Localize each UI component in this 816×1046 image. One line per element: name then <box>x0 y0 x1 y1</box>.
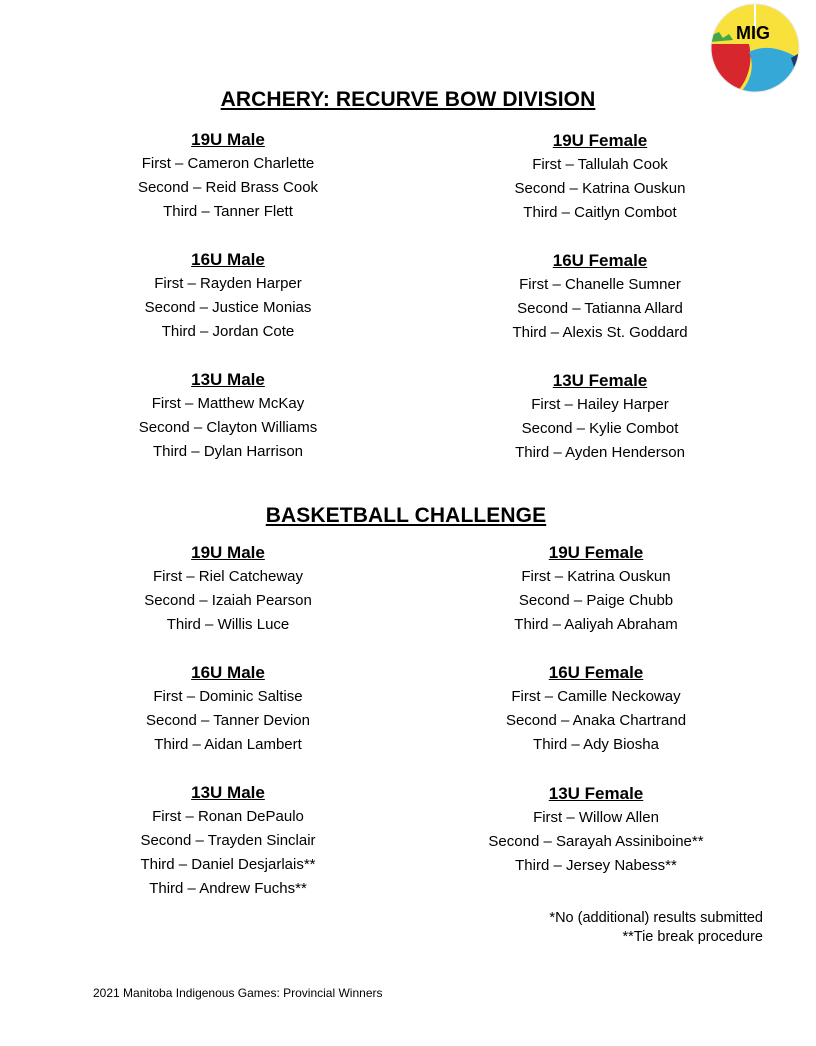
result-line: Second – Justice Monias <box>144 299 312 316</box>
group-title: 13U Female <box>552 371 648 390</box>
result-line: First – Riel Catcheway <box>152 568 304 585</box>
result-line: Second – Izaiah Pearson <box>144 592 312 609</box>
basketball-13u-male-group <box>108 781 348 901</box>
basketball-19u-male-group <box>108 541 348 637</box>
archery-13u-female-group <box>470 369 730 465</box>
footnotes <box>549 909 763 947</box>
result-line: Second – Katrina Ouskun <box>514 180 686 197</box>
archery-16u-male-group <box>108 248 348 344</box>
result-line: Third – Willis Luce <box>166 616 290 633</box>
footnote-no-results: *No (additional) results submitted <box>549 910 763 926</box>
archery-13u-male-group <box>108 368 348 464</box>
result-line: Third – Jersey Nabess** <box>515 857 677 874</box>
result-line: Third – Jordan Cote <box>161 323 295 340</box>
result-line: Third – Aaliyah Abraham <box>514 616 678 633</box>
group-title: 19U Female <box>552 131 648 150</box>
archery-male-column <box>108 128 348 468</box>
group-title: 19U Male <box>191 543 265 562</box>
archery-19u-female-group <box>470 129 730 225</box>
basketball-16u-male-group <box>108 661 348 757</box>
result-line: Second – Tanner Devion <box>145 712 310 729</box>
result-line: Second – Kylie Combot <box>521 420 679 437</box>
group-title: 16U Male <box>191 250 265 269</box>
group-title: 19U Female <box>548 543 644 562</box>
result-line: First – Hailey Harper <box>531 396 669 413</box>
basketball-male-column <box>108 541 348 911</box>
archery-16u-female-group <box>470 249 730 345</box>
result-line: First – Dominic Saltise <box>153 688 303 705</box>
result-line: Third – Caitlyn Combot <box>523 204 677 221</box>
result-line: Third – Daniel Desjarlais** <box>140 856 316 873</box>
result-line: Second – Paige Chubb <box>518 592 674 609</box>
basketball-19u-female-group <box>466 541 726 637</box>
archery-section-title: ARCHERY: RECURVE BOW DIVISION <box>220 88 596 111</box>
result-line: Third – Ady Biosha <box>533 736 659 753</box>
group-title: 13U Male <box>191 370 265 389</box>
result-line: Third – Aidan Lambert <box>154 736 302 753</box>
basketball-13u-female-group <box>466 782 726 878</box>
archery-19u-male-group <box>108 128 348 224</box>
result-line: Third – Dylan Harrison <box>152 443 304 460</box>
result-line: Third – Ayden Henderson <box>515 444 685 461</box>
basketball-female-column <box>466 541 726 911</box>
group-title: 16U Male <box>191 663 265 682</box>
basketball-section-title: BASKETBALL CHALLENGE <box>265 504 547 527</box>
result-line: Second – Trayden Sinclair <box>140 832 316 849</box>
footnote-tie-break: **Tie break procedure <box>622 929 763 945</box>
result-line: Second – Anaka Chartrand <box>505 712 687 729</box>
result-line: Third – Alexis St. Goddard <box>512 324 688 341</box>
result-line: Second – Clayton Williams <box>138 419 318 436</box>
result-line: First – Matthew McKay <box>151 395 305 412</box>
mig-logo <box>709 2 801 94</box>
result-line: Third – Tanner Flett <box>163 203 293 220</box>
result-line: Second – Sarayah Assiniboine** <box>488 833 704 850</box>
group-title: 13U Female <box>548 784 644 803</box>
result-line: Third – Andrew Fuchs** <box>149 880 307 897</box>
archery-female-column <box>470 129 730 469</box>
page-footer: 2021 Manitoba Indigenous Games: Provincial Winners <box>93 986 383 1000</box>
result-line: First – Tallulah Cook <box>532 156 668 173</box>
group-title: 16U Female <box>548 663 644 682</box>
basketball-16u-female-group <box>466 661 726 757</box>
group-title: 19U Male <box>191 130 265 149</box>
group-title: 13U Male <box>191 783 265 802</box>
result-line: First – Katrina Ouskun <box>521 568 671 585</box>
result-line: First – Chanelle Sumner <box>519 276 681 293</box>
result-line: First – Willow Allen <box>533 809 659 826</box>
result-line: First – Ronan DePaulo <box>152 808 304 825</box>
logo-text: MIG <box>736 23 770 43</box>
result-line: First – Cameron Charlette <box>141 155 315 172</box>
result-line: First – Rayden Harper <box>154 275 302 292</box>
result-line: First – Camille Neckoway <box>511 688 681 705</box>
result-line: Second – Reid Brass Cook <box>137 179 319 196</box>
result-line: Second – Tatianna Allard <box>517 300 683 317</box>
group-title: 16U Female <box>552 251 648 270</box>
